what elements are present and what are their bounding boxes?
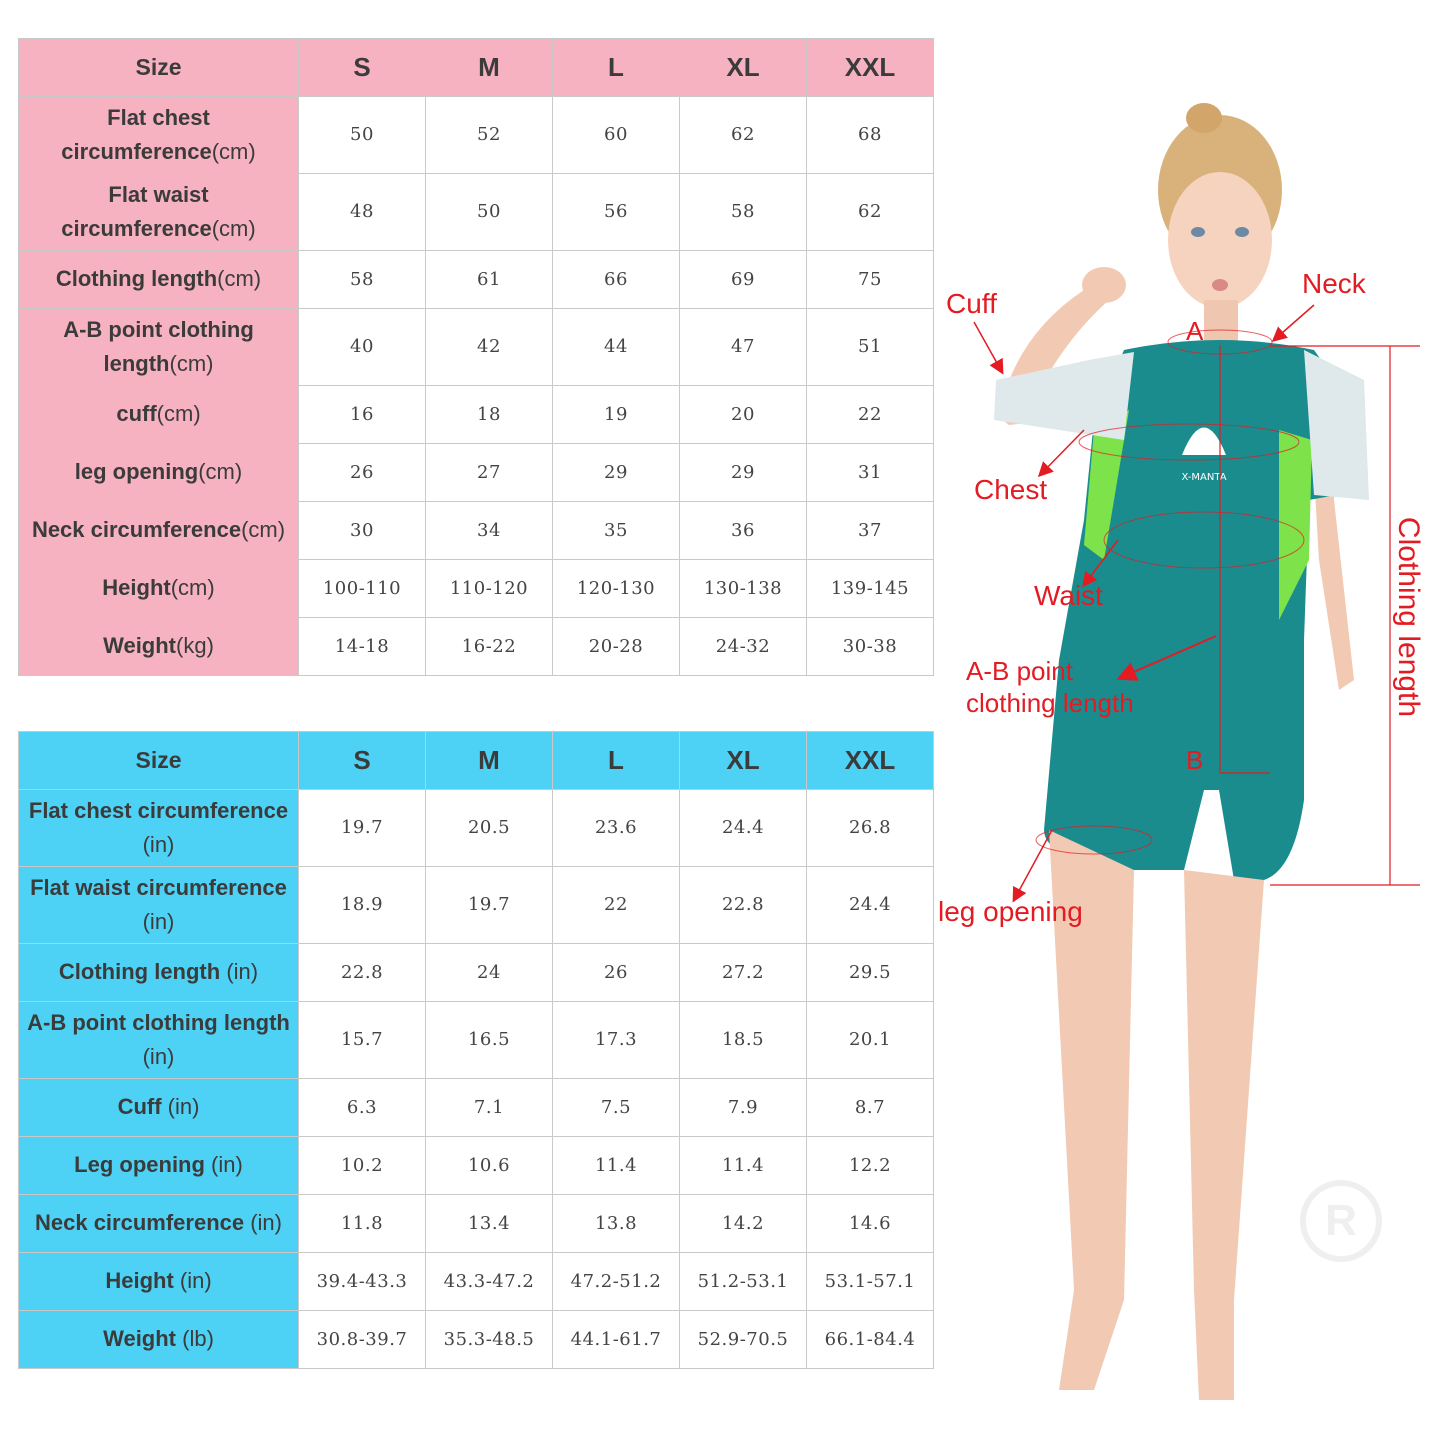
value-cell: 29 [680,444,807,502]
value-cell: 22 [807,386,934,444]
value-cell: 11.4 [680,1137,807,1195]
value-cell: 29 [553,444,680,502]
value-cell: 60 [553,97,680,174]
measurement-name: Flat waist circumference [61,181,212,241]
measurement-unit: (in) [244,1210,282,1236]
point-a-label: A [1186,316,1204,346]
value-cell: 36 [680,502,807,560]
value-cell: 12.2 [807,1137,934,1195]
value-cell: 29.5 [807,944,934,1002]
value-cell: 7.1 [426,1079,553,1137]
row-label [19,790,299,867]
value-cell: 75 [807,251,934,309]
measurement-unit: (in) [161,1094,200,1120]
measurement-unit: (in) [142,909,175,934]
table-row [19,386,934,444]
value-cell: 24 [426,944,553,1002]
table-row [19,444,934,502]
value-cell: 27 [426,444,553,502]
value-cell: 26 [299,444,426,502]
row-label [19,1311,299,1369]
value-cell: 52.9-70.5 [680,1311,807,1369]
value-cell: 20.1 [807,1002,934,1079]
size-header-cell: Size [19,39,299,97]
row-label [19,309,299,386]
measurement-name: Height [105,1268,174,1294]
measurement-name: Clothing length [55,266,218,292]
value-cell: 40 [299,309,426,386]
registered-watermark: R [1300,1180,1382,1262]
value-cell: 53.1-57.1 [807,1253,934,1311]
size-header-cell: Size [19,732,299,790]
value-cell: 16.5 [426,1002,553,1079]
row-label [19,618,299,676]
measurement-unit: (cm) [169,351,214,376]
value-cell: 27.2 [680,944,807,1002]
measurement-unit: (cm) [156,401,201,427]
imperial-table-body [19,732,934,1369]
size-column-header: S [299,39,426,97]
value-cell: 47.2-51.2 [553,1253,680,1311]
value-cell: 19 [553,386,680,444]
measurement-name: A-B point clothing length [27,1009,290,1035]
waist-label: Waist [1034,580,1103,611]
table-row [19,790,934,867]
value-cell: 50 [426,174,553,251]
value-cell: 43.3-47.2 [426,1253,553,1311]
measurement-unit: (cm) [211,216,256,241]
value-cell: 58 [299,251,426,309]
table-row [19,97,934,174]
measurement-name: Clothing length [58,959,221,985]
measurement-figure [934,0,1445,1445]
table-row [19,174,934,251]
value-cell: 13.8 [553,1195,680,1253]
measurement-unit: (in) [142,1044,175,1069]
row-label [19,1079,299,1137]
table-row [19,560,934,618]
ab-point-label-line1: A-B point [966,656,1073,686]
value-cell: 30.8-39.7 [299,1311,426,1369]
value-cell: 14-18 [299,618,426,676]
cuff-label: Cuff [946,288,997,319]
left-sleeve [994,352,1134,440]
row-label [19,1253,299,1311]
measurement-name: Neck circumference [34,1210,245,1236]
row-label [19,502,299,560]
imperial-size-table [18,731,934,1369]
table-row [19,1195,934,1253]
value-cell: 22 [553,867,680,944]
row-label [19,1195,299,1253]
size-column-header: XXL [807,39,934,97]
value-cell: 139-145 [807,560,934,618]
value-cell: 100-110 [299,560,426,618]
measurement-name: Flat chest circumference [28,797,289,823]
size-column-header: XL [680,39,807,97]
value-cell: 35.3-48.5 [426,1311,553,1369]
row-label [19,444,299,502]
value-cell: 50 [299,97,426,174]
value-cell: 22.8 [299,944,426,1002]
measurement-unit: (in) [204,1152,243,1178]
row-label [19,560,299,618]
measurement-unit: (in) [142,832,175,857]
measurement-name: Neck circumference [31,517,242,543]
value-cell: 19.7 [426,867,553,944]
value-cell: 39.4-43.3 [299,1253,426,1311]
child-wetsuit-illustration [934,0,1445,1445]
row-label [19,174,299,251]
value-cell: 26 [553,944,680,1002]
value-cell: 52 [426,97,553,174]
value-cell: 7.5 [553,1079,680,1137]
value-cell: 18.9 [299,867,426,944]
value-cell: 8.7 [807,1079,934,1137]
table-row [19,1137,934,1195]
value-cell: 20.5 [426,790,553,867]
value-cell: 58 [680,174,807,251]
value-cell: 22.8 [680,867,807,944]
row-label [19,944,299,1002]
value-cell: 17.3 [553,1002,680,1079]
table-row [19,1253,934,1311]
value-cell: 26.8 [807,790,934,867]
value-cell: 68 [807,97,934,174]
size-column-header: XXL [807,732,934,790]
value-cell: 34 [426,502,553,560]
measurement-unit: (in) [220,959,259,985]
value-cell: 7.9 [680,1079,807,1137]
table-row [19,1079,934,1137]
measurement-unit: (cm) [211,139,256,164]
size-column-header: M [426,39,553,97]
measurement-name: Cuff [117,1094,162,1120]
value-cell: 62 [807,174,934,251]
value-cell: 24.4 [807,867,934,944]
value-cell: 14.6 [807,1195,934,1253]
right-sleeve [1304,350,1369,500]
size-column-header: M [426,732,553,790]
value-cell: 44 [553,309,680,386]
measurement-unit: (lb) [176,1326,214,1352]
value-cell: 13.4 [426,1195,553,1253]
row-label [19,386,299,444]
row-label [19,1002,299,1079]
value-cell: 19.7 [299,790,426,867]
header-row [19,732,934,790]
table-row [19,251,934,309]
logo-text: X-MANTA [1181,472,1227,483]
table-row [19,502,934,560]
row-label [19,1137,299,1195]
size-column-header: L [553,732,680,790]
ab-point-label-line2: clothing length [966,688,1134,718]
neck-label: Neck [1302,268,1366,299]
value-cell: 6.3 [299,1079,426,1137]
value-cell: 44.1-61.7 [553,1311,680,1369]
value-cell: 42 [426,309,553,386]
metric-table-body [19,39,934,676]
point-b-label: B [1186,745,1204,775]
value-cell: 69 [680,251,807,309]
value-cell: 51.2-53.1 [680,1253,807,1311]
value-cell: 16-22 [426,618,553,676]
row-label [19,97,299,174]
value-cell: 20-28 [553,618,680,676]
measurement-unit: (in) [173,1268,212,1294]
measurement-name: Weight [103,633,177,659]
value-cell: 130-138 [680,560,807,618]
value-cell: 37 [807,502,934,560]
value-cell: 31 [807,444,934,502]
value-cell: 23.6 [553,790,680,867]
table-row [19,1311,934,1369]
measurement-name: Flat waist circumference [30,874,287,900]
measurement-name: Height [102,575,171,601]
measurement-name: Flat chest circumference [61,104,212,164]
value-cell: 120-130 [553,560,680,618]
metric-size-table [18,38,934,676]
value-cell: 56 [553,174,680,251]
table-row [19,944,934,1002]
value-cell: 110-120 [426,560,553,618]
value-cell: 20 [680,386,807,444]
leg-opening-label: leg opening [938,896,1083,927]
value-cell: 62 [680,97,807,174]
value-cell: 35 [553,502,680,560]
value-cell: 14.2 [680,1195,807,1253]
value-cell: 66.1-84.4 [807,1311,934,1369]
measurement-name: Weight [103,1326,177,1352]
measurement-unit: (cm) [217,266,262,292]
value-cell: 24.4 [680,790,807,867]
value-cell: 66 [553,251,680,309]
header-row [19,39,934,97]
size-column-header: L [553,39,680,97]
size-column-header: XL [680,732,807,790]
table-row [19,618,934,676]
table-row [19,309,934,386]
value-cell: 11.8 [299,1195,426,1253]
measurement-name: leg opening [74,459,199,485]
value-cell: 15.7 [299,1002,426,1079]
measurement-name: A-B point clothing length [63,316,254,376]
value-cell: 16 [299,386,426,444]
measurement-name: cuff [116,401,157,427]
value-cell: 51 [807,309,934,386]
measurement-unit: (cm) [241,517,286,543]
value-cell: 47 [680,309,807,386]
value-cell: 61 [426,251,553,309]
value-cell: 18 [426,386,553,444]
chest-label: Chest [974,474,1048,505]
table-row [19,867,934,944]
value-cell: 18.5 [680,1002,807,1079]
table-row [19,1002,934,1079]
row-label [19,251,299,309]
measurement-name: Leg opening [74,1152,205,1178]
value-cell: 30-38 [807,618,934,676]
value-cell: 10.6 [426,1137,553,1195]
value-cell: 11.4 [553,1137,680,1195]
value-cell: 10.2 [299,1137,426,1195]
clothing-length-label: Clothing length [1392,516,1425,718]
measurement-unit: (cm) [170,575,215,601]
measurement-unit: (cm) [198,459,243,485]
value-cell: 48 [299,174,426,251]
value-cell: 30 [299,502,426,560]
measurement-unit: (kg) [176,633,214,659]
row-label [19,867,299,944]
size-column-header: S [299,732,426,790]
value-cell: 24-32 [680,618,807,676]
